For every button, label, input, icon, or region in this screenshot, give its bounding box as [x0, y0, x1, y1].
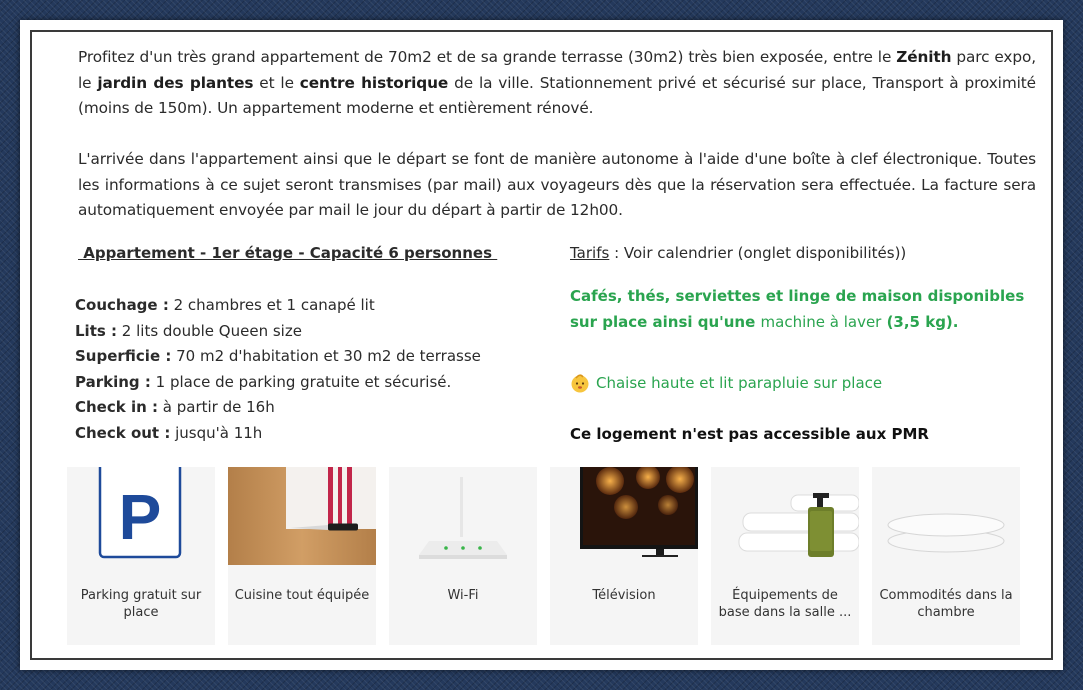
spec-value: 70 m2 d'habitation et 30 m2 de terrasse: [171, 347, 481, 365]
pillows-icon: [872, 467, 1020, 565]
p1-text: Profitez d'un très grand appartement de 70m2 et de sa grande terrasse (30m2) très bien exposée, entre le: [78, 48, 897, 66]
tarifs-text: : Voir calendrier (onglet disponibilités)): [609, 244, 907, 262]
spec-couchage: [75, 296, 375, 314]
spec-value: 1 place de parking gratuite et sécurisé.: [150, 373, 452, 391]
kitchen-knife-board-icon: [228, 467, 376, 565]
p1-bold-centre: centre historique: [299, 73, 449, 92]
listing-frame: [20, 20, 1063, 670]
spec-value: jusqu'à 11h: [170, 424, 263, 442]
amenity-card-kitchen[interactable]: [228, 467, 376, 645]
spec-parking: [75, 373, 451, 391]
spec-key: Superficie :: [75, 347, 172, 365]
amenity-label: Commodités dans la chambre: [879, 588, 1013, 620]
spec-key: Lits :: [75, 322, 118, 340]
wifi-router-icon: [389, 467, 537, 565]
pmr-notice: Ce logement n'est pas accessible aux PMR: [570, 425, 929, 443]
spec-key: Couchage :: [75, 296, 169, 314]
spec-key: Check out :: [75, 424, 171, 442]
amenity-card-wifi[interactable]: [389, 467, 537, 645]
p1-bold-jardin: jardin des plantes: [97, 73, 254, 92]
amenities-bold: Cafés, thés, serviettes et linge de maison disponibles sur place ainsi qu'une: [570, 287, 1025, 331]
spec-lits: [75, 322, 302, 340]
amenities-washing-machine: machine à laver: [760, 313, 882, 331]
amenity-card-bedroom[interactable]: [872, 467, 1020, 645]
spec-check-in: [75, 398, 275, 416]
amenity-label: Cuisine tout équipée: [234, 588, 370, 603]
amenity-card-parking[interactable]: [67, 467, 215, 645]
spec-key: Check in :: [75, 398, 158, 416]
amenities-bold: (3,5 kg).: [881, 313, 959, 331]
spec-check-out: [75, 424, 262, 442]
p1-text: de la ville. Stationnement privé et sécurisé sur place, Transport à proximité (moins de 150m). Un appartement moderne et entièrement rénové.: [78, 73, 1036, 117]
television-icon: [550, 467, 698, 565]
spec-key: Parking :: [75, 373, 151, 391]
parking-sign-icon: [67, 467, 215, 565]
spec-value: 2 lits double Queen size: [117, 322, 302, 340]
chaise-line: [570, 373, 882, 393]
chaise-text: Chaise haute et lit parapluie sur place: [596, 374, 883, 392]
tarifs-label: Tarifs: [570, 244, 610, 262]
listing-panel: [30, 30, 1053, 660]
apartment-heading: Appartement - 1er étage - Capacité 6 personnes: [78, 244, 498, 262]
amenity-label: Télévision: [592, 588, 656, 603]
amenity-label: Équipements de base dans la salle ...: [718, 588, 852, 620]
bathroom-essentials-icon: [711, 467, 859, 565]
spec-value: 2 chambres et 1 canapé lit: [168, 296, 375, 314]
p1-text: et le: [253, 73, 300, 92]
tarifs-line: [570, 244, 906, 262]
amenity-label: Parking gratuit sur place: [80, 588, 202, 620]
svg-text:P: P: [118, 481, 162, 553]
amenity-label: Wi-Fi: [447, 588, 479, 603]
spec-value: à partir de 16h: [158, 398, 275, 416]
p1-text: parc expo, le: [78, 48, 1036, 92]
p1-bold-zenith: Zénith: [896, 48, 952, 66]
spec-superficie: [75, 347, 481, 365]
baby-face-icon: [570, 373, 590, 393]
amenities-note: [570, 283, 1050, 335]
description-paragraph-1: [78, 45, 1036, 122]
description-paragraph-2: L'arrivée dans l'appartement ainsi que le départ se font de manière autonome à l'aide d'une boîte à clef électronique. Toutes les informations à ce sujet seront transmises (par mail) aux voyageurs dès que la réservation sera effectuée. La facture sera automatiquement envoyée par mail le jour du départ à partir de 12h00.: [78, 150, 1036, 219]
amenity-card-bathroom[interactable]: [711, 467, 859, 645]
amenity-card-television[interactable]: [550, 467, 698, 645]
